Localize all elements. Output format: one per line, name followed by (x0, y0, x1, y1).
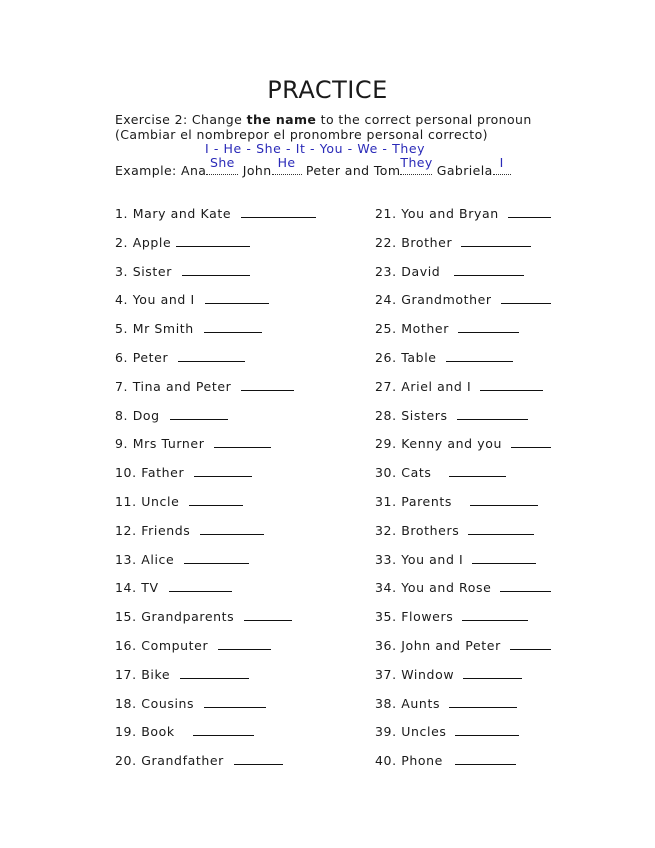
exercise-item (375, 405, 528, 423)
example-answer-blank-2 (272, 155, 302, 175)
exercise-item-label: 38. Aunts (375, 695, 441, 711)
exercise-item-label: 10. Father (115, 465, 185, 481)
exercise-item-label: 6. Peter (115, 350, 169, 365)
exercise-item-label: 31. Parents (375, 494, 452, 509)
answer-blank[interactable] (510, 649, 551, 650)
answer-blank[interactable] (511, 447, 551, 448)
example-answer-blank-1 (206, 155, 238, 175)
answer-blank[interactable] (468, 534, 534, 535)
answer-blank[interactable] (241, 390, 294, 391)
instruction-line-2: (Cambiar el nombrepor el pronombre personal correcto) (115, 127, 488, 142)
answer-blank[interactable] (204, 707, 266, 708)
example-name-3: Peter and Tom (305, 163, 401, 178)
exercise-item-label: 40. Phone (375, 753, 443, 769)
exercise-item (115, 289, 269, 307)
answer-blank[interactable] (463, 678, 522, 679)
answer-blank[interactable] (182, 275, 250, 276)
exercise-item (115, 491, 243, 509)
exercise-item-label: 36. John and Peter (375, 638, 501, 653)
page-title: PRACTICE (267, 76, 388, 104)
answer-blank[interactable] (458, 332, 519, 333)
answer-blank[interactable] (178, 361, 245, 362)
answer-blank[interactable] (204, 332, 262, 333)
exercise-item (115, 606, 292, 624)
answer-blank[interactable] (500, 591, 551, 592)
exercise-item (375, 433, 551, 451)
example-answer-4: I (499, 155, 504, 170)
exercise-item-label: 1. Mary and Kate (115, 206, 232, 221)
exercise-item-label: 33. You and I (375, 551, 464, 567)
answer-blank[interactable] (184, 563, 249, 564)
exercise-item (115, 261, 250, 279)
exercise-item-label: 32. Brothers (375, 522, 460, 538)
answer-blank[interactable] (214, 447, 271, 448)
answer-blank[interactable] (446, 361, 513, 362)
exercise-item (115, 664, 249, 682)
exercise-item-label: 5. Mr Smith (115, 321, 194, 337)
answer-blank[interactable] (501, 303, 551, 304)
example-answer-3: They (400, 155, 433, 170)
pronoun-list: I - He - She - It - You - We - They (205, 141, 426, 156)
exercise-item (115, 549, 249, 567)
exercise-item (115, 577, 232, 595)
exercise-item-label: 20. Grandfather (115, 753, 224, 769)
exercise-item (375, 203, 551, 221)
exercise-item (375, 664, 522, 682)
answer-blank[interactable] (180, 678, 249, 679)
exercise-item-label: 39. Uncles (375, 724, 447, 740)
exercise-item-label: 18. Cousins (115, 695, 195, 711)
answer-blank[interactable] (472, 563, 536, 564)
exercise-item (115, 347, 245, 365)
exercise-item-label: 34. You and Rose (375, 580, 492, 596)
exercise-item-label: 21. You and Bryan (375, 206, 499, 221)
exercise-item (375, 376, 543, 394)
exercise-item-label: 27. Ariel and I (375, 378, 472, 394)
answer-blank[interactable] (205, 303, 269, 304)
exercise-item (115, 462, 252, 480)
answer-blank[interactable] (234, 764, 283, 765)
example-name-1: Ana (181, 163, 207, 178)
example-answer-blank-4 (493, 155, 511, 175)
exercise-item (115, 405, 228, 423)
answer-blank[interactable] (194, 476, 252, 477)
answer-blank[interactable] (449, 476, 506, 477)
answer-blank[interactable] (470, 505, 538, 506)
exercise-item-label: 7. Tina and Peter (115, 378, 232, 394)
exercise-item-label: 37. Window (375, 666, 455, 682)
exercise-item-label: 16. Computer (115, 638, 209, 653)
answer-blank[interactable] (457, 419, 528, 420)
example-label: Example: (115, 163, 182, 178)
exercise-item-label: 19. Book (115, 724, 175, 740)
exercise-item-label: 13. Alice (115, 551, 175, 567)
exercise-item (375, 750, 516, 768)
exercise-item (375, 606, 528, 624)
exercise-item (115, 750, 283, 768)
example-answer-blank-3 (400, 155, 433, 175)
answer-blank[interactable] (244, 620, 292, 621)
exercise-item (375, 491, 538, 509)
exercise-item-label: 12. Friends (115, 522, 191, 538)
answer-blank[interactable] (508, 217, 551, 218)
exercise-item (115, 318, 262, 336)
exercise-item (375, 232, 531, 250)
exercise-item (115, 376, 294, 394)
exercise-item-label: 8. Dog (115, 407, 160, 423)
exercise-item (375, 347, 513, 365)
answer-blank[interactable] (193, 735, 254, 736)
exercise-item (375, 721, 519, 739)
exercise-item-label: 9. Mrs Turner (115, 436, 205, 452)
answer-blank[interactable] (200, 534, 264, 535)
example-answer-1: She (209, 155, 235, 170)
example-name-2: John (242, 163, 272, 178)
answer-blank[interactable] (241, 217, 316, 218)
exercise-item (375, 261, 524, 279)
exercise-item-label: 2. Apple (115, 234, 172, 250)
exercise-item (375, 635, 551, 653)
answer-blank[interactable] (461, 246, 531, 247)
exercise-item (375, 693, 517, 711)
exercise-item-label: 26. Table (375, 350, 437, 365)
exercise-item-label: 28. Sisters (375, 407, 448, 423)
answer-blank[interactable] (449, 707, 517, 708)
exercise-item-label: 29. Kenny and you (375, 436, 502, 452)
answer-blank[interactable] (170, 419, 228, 420)
exercise-item (375, 549, 536, 567)
exercise-item-label: 24. Grandmother (375, 292, 492, 308)
exercise-item (375, 318, 519, 336)
exercise-item (375, 462, 506, 480)
answer-blank[interactable] (455, 764, 516, 765)
exercise-item (115, 433, 271, 451)
instruction-text-end: to the correct personal pronoun (316, 112, 532, 127)
exercise-item-label: 35. Flowers (375, 609, 454, 625)
exercise-item-label: 25. Mother (375, 321, 449, 337)
exercise-item (115, 232, 250, 250)
instruction-line-1 (115, 112, 532, 127)
exercise-item (115, 721, 254, 739)
answer-blank[interactable] (189, 505, 243, 506)
exercise-item-label: 11. Uncle (115, 494, 180, 509)
exercise-item-label: 22. Brother (375, 234, 453, 250)
exercise-item (115, 635, 271, 653)
instruction-text-bold: the name (246, 112, 317, 127)
exercise-item (115, 203, 316, 221)
exercise-item-label: 14. TV (115, 580, 159, 596)
exercise-item-label: 30. Cats (375, 465, 432, 481)
instruction-text-start: Exercise 2: Change (115, 112, 247, 127)
answer-blank[interactable] (218, 649, 271, 650)
example-name-4: Gabriela (436, 163, 493, 178)
exercise-item-label: 17. Bike (115, 666, 171, 682)
example-sentence (115, 155, 511, 178)
answer-blank[interactable] (480, 390, 543, 391)
exercise-item-label: 15. Grandparents (115, 609, 235, 625)
exercise-item (115, 520, 264, 538)
answer-blank[interactable] (169, 591, 232, 592)
answer-blank[interactable] (176, 246, 250, 247)
exercise-item-label: 23. David (375, 263, 441, 279)
exercise-item (375, 577, 551, 595)
exercise-item-label: 4. You and I (115, 292, 195, 308)
exercise-item (375, 289, 551, 307)
answer-blank[interactable] (462, 620, 528, 621)
exercise-item (375, 520, 534, 538)
answer-blank[interactable] (455, 735, 519, 736)
example-answer-2: He (277, 155, 296, 170)
exercise-item (115, 693, 266, 711)
exercise-item-label: 3. Sister (115, 263, 172, 279)
answer-blank[interactable] (454, 275, 524, 276)
